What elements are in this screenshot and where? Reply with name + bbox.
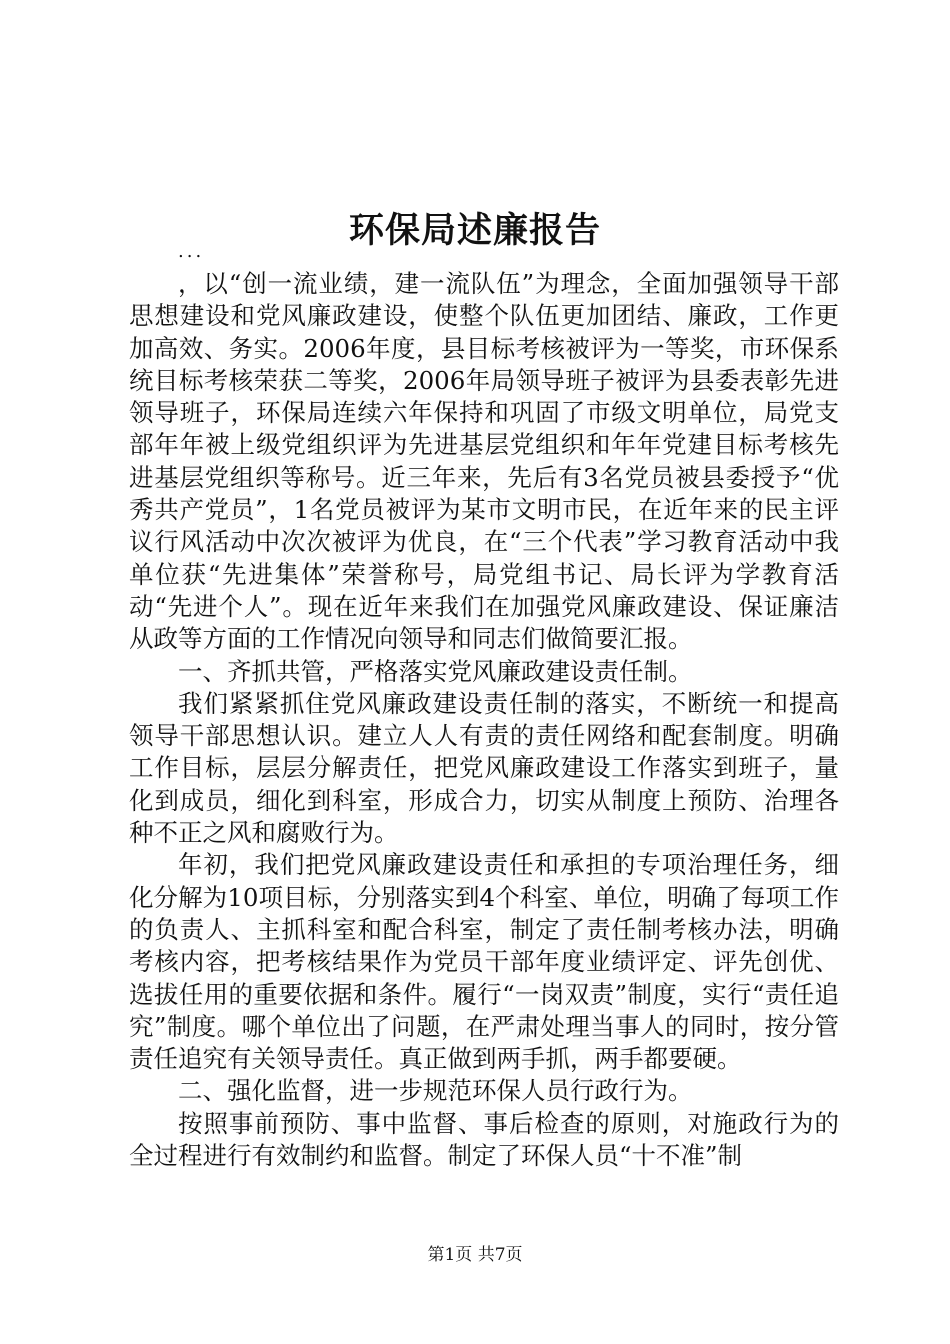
paragraph: ，以“创一流业绩，建一流队伍”为理念，全面加强领导干部思想建设和党风廉政建设，使整个队伍更加团结、廉政，工作更加高效、务实。2006年度，县目标考核被评为一等奖，市环保系统目标考核荣获二等奖，2006年局领导班子被评为县委表彰先进领导班子，环保局连续六年保持和巩固了市级文明单位，局党支部年年被上级党组织评为先进基层党组织和年年党建目标考核先进基层党组织等称号。近三年来，先后有3名党员被县委授予“优秀共产党员”，1名党员被评为某市文明市民，在近年来的民主评议行风活动中次次被评为优良，在“三个代表”学习教育活动中我单位获“先进集体”荣誉称号，局党组书记、局长评为学教育活动“先进个人”。现在近年来我们在加强党风廉政建设、保证廉洁从政等方面的工作情况向领导和同志们做简要汇报。 <box>129 269 839 654</box>
page-title: 环保局述廉报告 <box>348 210 601 252</box>
paragraph: 年初，我们把党风廉政建设责任和承担的专项治理任务，细化分解为10项目标，分别落实到4个科室、单位，明确了每项工作的负责人、主抓科室和配合科室，制定了责任制考核办法，明确考核内容，把考核结果作为党员干部年度业绩评定、评先创优、选拔任用的重要依据和条件。履行“一岗双责”制度，实行“责任追究”制度。哪个单位出了问题，在严肃处理当事人的同时，按分管责任追究有关领导责任。真正做到两手抓，两手都要硬。 <box>129 850 839 1074</box>
paragraph: 按照事前预防、事中监督、事后检查的原则，对施政行为的全过程进行有效制约和监督。制定了环保人员“十不准”制 <box>129 1108 839 1171</box>
section-heading: 一、齐抓共管，严格落实党风廉政建设责任制。 <box>178 656 693 686</box>
paragraph: 我们紧紧抓住党风廉政建设责任制的落实，不断统一和提高领导干部思想认识。建立人人有责的责任网络和配套制度。明确工作目标，层层分解责任，把党风廉政建设工作落实到班子，量化到成员，细化到科室，形成合力，切实从制度上预防、治理各种不正之风和腐败行为。 <box>129 688 839 848</box>
page-footer: 第1页 共7页 <box>427 1245 523 1265</box>
section-heading: 二、强化监督，进一步规范环保人员行政行为。 <box>178 1076 693 1106</box>
ellipsis-marker: ... <box>178 241 205 262</box>
document-body <box>129 268 839 1172</box>
